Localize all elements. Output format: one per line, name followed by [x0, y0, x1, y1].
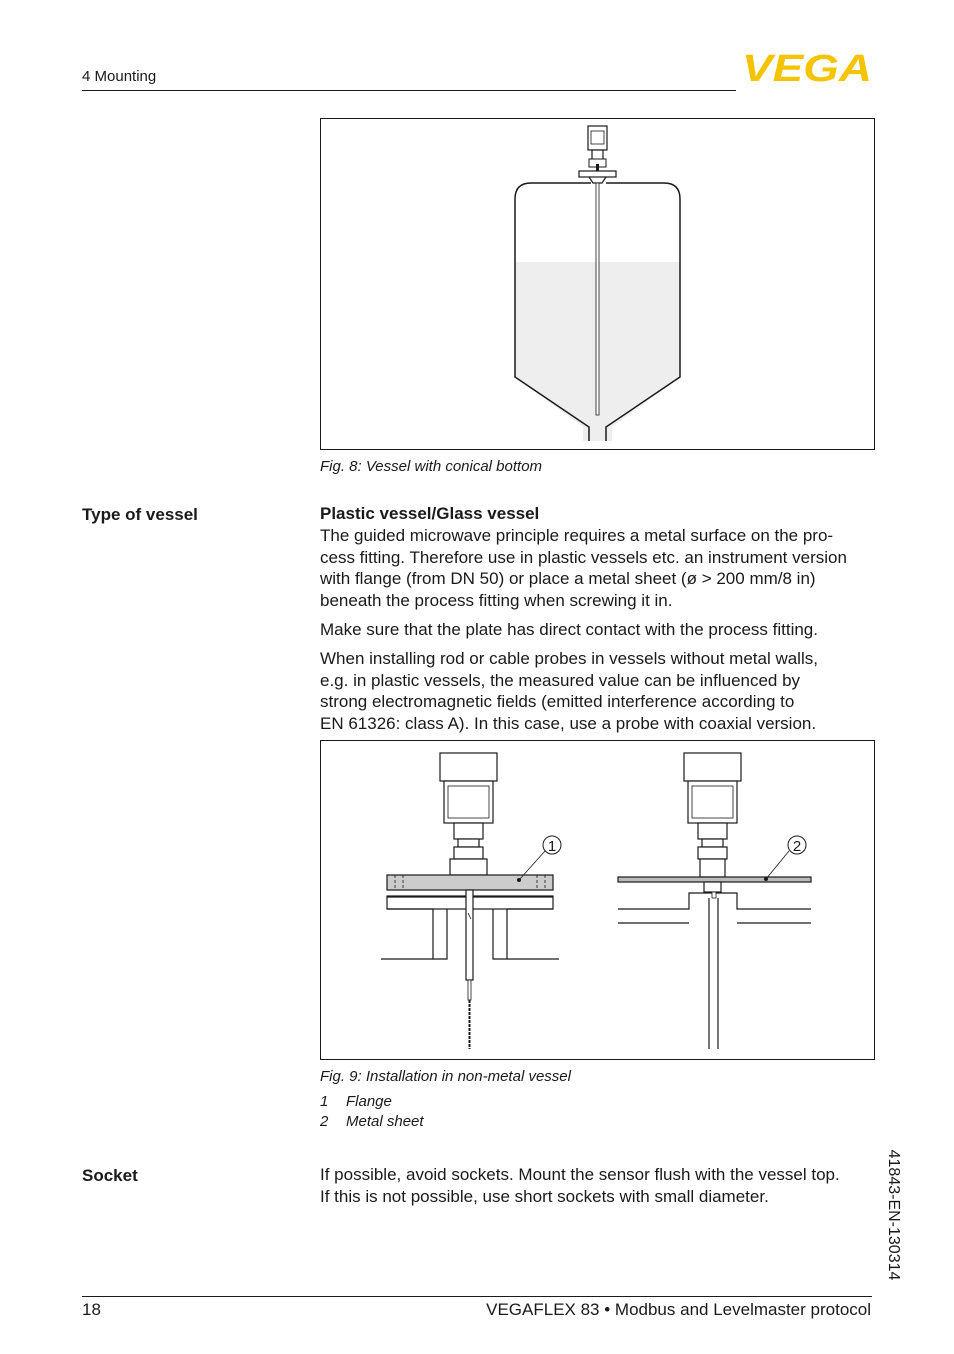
socket-label: Socket	[82, 1166, 138, 1185]
vessel-p1-line: beneath the process fitting when screwing it in.	[320, 591, 673, 611]
vega-logo	[742, 50, 872, 84]
callout-1: 1	[547, 838, 557, 855]
figure-9-legend	[320, 1092, 424, 1132]
socket-line: If this is not possible, use short sockets with small diameter.	[320, 1186, 769, 1206]
installation-drawing	[321, 741, 874, 1059]
vessel-p1-line: The guided microwave principle requires a metal surface on the pro-	[320, 525, 834, 545]
vessel-heading: Plastic vessel/Glass vessel	[320, 504, 540, 523]
vessel-p1-line: with flange (from DN 50) or place a metal sheet (ø > 200 mm/8 in)	[320, 569, 816, 589]
header-section-title: 4 Mounting	[82, 68, 157, 85]
vessel-p1-line: cess fitting. Therefore use in plastic vessels etc. an instrument version	[320, 547, 847, 567]
document-id	[878, 1140, 908, 1290]
figure-8-caption: Fig. 8: Vessel with conical bottom	[320, 458, 543, 475]
vessel-p3-line: EN 61326: class A). In this case, use a probe with coaxial version.	[320, 714, 817, 734]
vessel-p3-line: strong electromagnetic fields (emitted interference according to	[320, 692, 795, 712]
callout-2: 2	[792, 838, 802, 855]
socket-text	[320, 1164, 876, 1208]
vessel-p3-line: When installing rod or cable probes in vessels without metal walls,	[320, 648, 818, 668]
figure-9-caption: Fig. 9: Installation in non-metal vessel	[320, 1068, 571, 1085]
vessel-paragraph-1	[320, 525, 876, 612]
legend-label: Flange	[346, 1093, 392, 1110]
figure-8-frame	[320, 118, 875, 450]
metal-sheet	[618, 877, 811, 882]
header-rule	[82, 90, 736, 91]
legend-item	[320, 1092, 424, 1112]
vessel-paragraph-3	[320, 648, 876, 735]
legend-number: 1	[320, 1093, 329, 1110]
type-of-vessel-text	[320, 503, 876, 742]
vessel-paragraph-2: Make sure that the plate has direct contact with the process fitting.	[320, 619, 818, 639]
legend-item	[320, 1112, 424, 1132]
socket-line: If possible, avoid sockets. Mount the sensor flush with the vessel top.	[320, 1165, 840, 1184]
conical-vessel-drawing	[321, 119, 874, 449]
metal-sheet-installation	[618, 753, 811, 1049]
logo-text: VEGA	[742, 50, 872, 84]
footer-rule	[82, 1296, 872, 1297]
figure-9-frame	[320, 740, 875, 1060]
flange-plate	[387, 875, 553, 890]
legend-label: Metal sheet	[346, 1113, 424, 1130]
footer-title: VEGAFLEX 83 • Modbus and Levelmaster protocol	[486, 1300, 871, 1319]
flange	[579, 171, 616, 177]
page-number: 18	[82, 1300, 101, 1319]
legend-number: 2	[320, 1113, 329, 1130]
document-id-text: 41843-EN-130314	[885, 1149, 902, 1281]
type-of-vessel-label: Type of vessel	[82, 505, 198, 524]
flange-installation	[381, 753, 559, 1049]
probe-rod	[596, 183, 599, 415]
vessel-p3-line: e.g. in plastic vessels, the measured value can be influenced by	[320, 670, 801, 690]
